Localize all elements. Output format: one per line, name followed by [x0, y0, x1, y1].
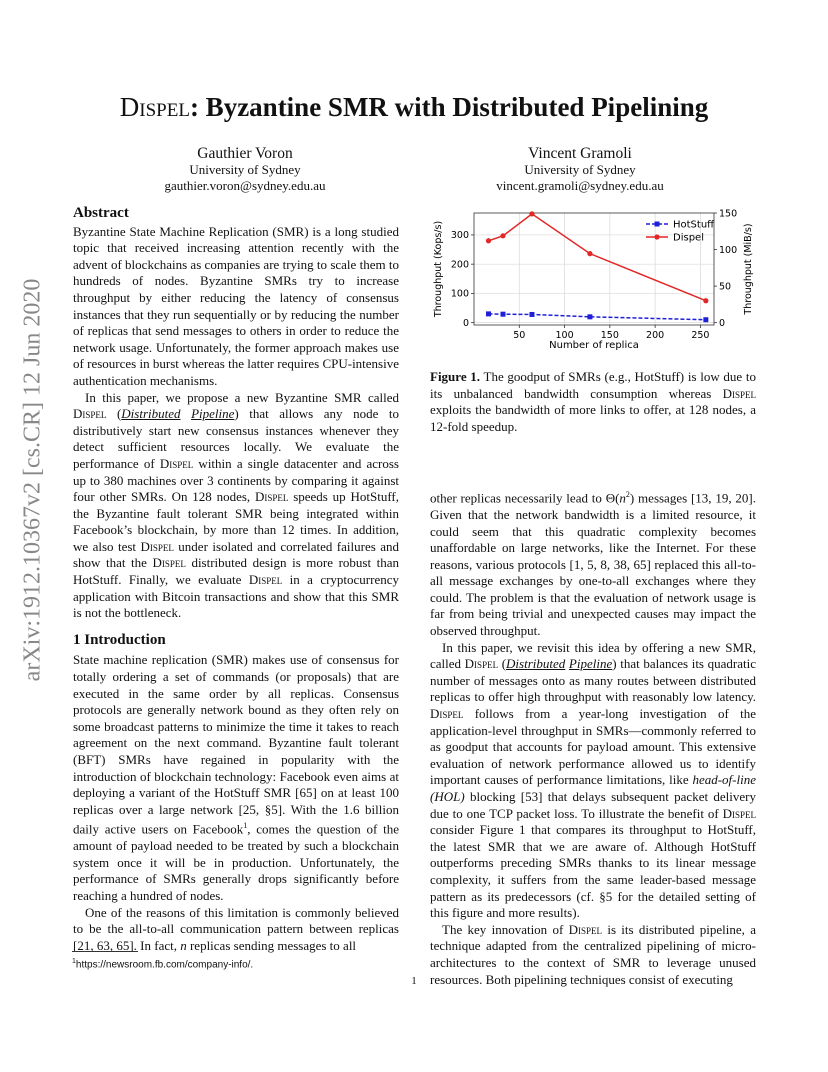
- figure-1-caption: Figure 1. The goodput of SMRs (e.g., HotStuff) is low due to its unbalanced bandwidth consumption whereas Dispel exploits the bandwidth of more links to offer, at 128 nodes, a 12-fold speedup.: [430, 369, 756, 434]
- data-point-dispel: [500, 233, 505, 238]
- data-point-dispel: [529, 211, 534, 216]
- intro-paragraph-2: One of the reasons of this limitation is commonly believed to be the all-to-all communication pattern between replicas [21, 63, 65]. In fact, n replicas sending messages to all: [73, 904, 399, 953]
- legend-dispel-marker: [654, 234, 659, 239]
- title-rest: : Byzantine SMR with Distributed Pipelining: [189, 92, 709, 122]
- right-paragraph-2: In this paper, we revisit this idea by offering a new SMR, called Dispel (Distributed Pipeline) that balances its quadratic number of messages onto as many routes between distributed replicas to offer high throughput with reasonably low latency. Dispel follows from a year-long investigation of the application-level throughput in SMRs—commonly referred to as goodput that accounts for payload amount. This extensive evaluation of network performance allowed us to identify important causes of performance limitations, like head-of-line (HOL) blocking [53] that delays subsequent packet delivery due to one TCP packet loss. To illustrate the benefit of Dispel consider Figure 1 that compares its throughput to HotStuff, the latest SMR that we are aware of. Although HotStuff outperforms preceding SMRs thanks to its linear message complexity, it suffers from the same leader-based message pattern as its predecessors (cf. §5 for the detailed setting of this figure and more results).: [430, 639, 756, 921]
- author-block-1: [145, 145, 345, 194]
- y-tick-label: 100: [450, 288, 469, 300]
- series-line-hotstuff: [488, 314, 705, 320]
- data-point-dispel: [703, 298, 708, 303]
- y-right-tick-label: 0: [719, 317, 726, 329]
- abstract-paragraph-1: Byzantine State Machine Replication (SMR) is a long studied topic that received increasing attention recently with the advent of blockchains as companies are trying to scale them to hundreds of nodes. Byzantine SMRs try to increase throughput by either reducing the latency of consensus instances that they run sequentially or by reducing the number of replicas that send messages to others in order to reduce the network usage. Unfortunately, the former approach makes use of resources in burst whereas the latter requires CPU-intensive authentication mechanisms.: [73, 223, 399, 388]
- abstract-heading: Abstract: [73, 205, 129, 221]
- legend-hotstuff-label: HotStuff: [673, 219, 715, 231]
- author-email: gauthier.voron@sydney.edu.au: [164, 178, 326, 193]
- intro-paragraph-1: State machine replication (SMR) makes use of consensus for totally ordering a set of commands (or proposals) that are executed in the same order by all replicas. Consensus protocols are generally network bound as they often rely on some broadcast patterns to minimize the time it takes to reach agreement on the next command. Byzantine fault tolerant (BFT) SMRs have regained in popularity with the introduction of blockchain technology: Facebook even aims at deploying a variant of the HotStuff SMR [65] on at least 100 replicas over a large network [25, §5]. With the 1.6 billion daily active users on Facebook$^1$, comes the question of the amount of payload needed to be treated by such a blockchain system once it will be in production. Unfortunately, the performance of SMRs generally drops significantly before reaching a hundred of nodes.: [73, 652, 399, 904]
- data-point-hotstuff: [587, 314, 592, 319]
- y-right-tick-label: 150: [719, 208, 738, 220]
- chart-legend: [646, 220, 715, 244]
- author-affiliation: University of Sydney: [189, 162, 301, 177]
- data-point-hotstuff: [500, 312, 505, 317]
- y-tick-label: 200: [450, 259, 469, 271]
- arxiv-sidebar-id: [19, 278, 46, 682]
- author-block-2: [470, 145, 690, 194]
- y-axis-right-label: Throughput (MiB/s): [743, 223, 754, 315]
- x-tick-label: 200: [646, 330, 665, 341]
- footnote: $^1$https://newsroom.fb.com/company-info/.: [72, 958, 254, 971]
- right-paragraph-3: The key innovation of Dispel is its distributed pipeline, a technique adapted from the centralized pipelining of micro-architectures to the context of SMR to leverage unused resources. Both pipelining techniques consist of executing: [430, 921, 756, 987]
- x-tick-label: 100: [555, 330, 574, 341]
- abstract-paragraph-2: In this paper, we propose a new Byzantine SMR called Dispel (Distributed Pipeline) that allows any node to distributively start new consensus instances whenever they detect sufficient resources locally. We evaluate the performance of Dispel within a single datacenter and across up to 380 machines over 3 continents by comparing it against four other SMRs. On 128 nodes, Dispel speeds up HotStuff, the Byzantine fault tolerant SMR being integrated within Facebook’s blockchain, by more than 12 times. In addition, we also test Dispel under isolated and correlated failures and show that the Dispel distributed design is more robust than HotStuff. Finally, we evaluate Dispel in a cryptocurrency application with Bitcoin transactions and show that this SMR is not the bottleneck.: [73, 389, 400, 621]
- arxiv-id-text: arXiv:1912.10367v2 [cs.CR] 12 Jun 2020: [19, 278, 46, 682]
- x-axis-label: Number of replica: [549, 340, 639, 351]
- author-name: Gauthier Voron: [197, 145, 293, 162]
- y-tick-label: 300: [450, 230, 469, 242]
- y-right-tick-label: 50: [719, 281, 732, 293]
- x-tick-label: 150: [600, 330, 619, 341]
- author-name: Vincent Gramoli: [528, 145, 632, 162]
- x-tick-label: 250: [691, 330, 710, 341]
- page-number: 1: [411, 975, 417, 987]
- paper-title: [0, 92, 828, 123]
- y-axis-label: Throughput (Kops/s): [433, 220, 444, 318]
- data-point-dispel: [587, 251, 592, 256]
- legend-hotstuff-marker: [655, 222, 660, 227]
- data-point-hotstuff: [486, 311, 491, 316]
- footnote-rule: [72, 951, 138, 952]
- data-point-dispel: [486, 238, 491, 243]
- right-column: [430, 487, 756, 988]
- y-right-tick-label: 100: [719, 244, 738, 256]
- author-affiliation: University of Sydney: [524, 162, 636, 177]
- title-system-name: Dispel: [119, 92, 190, 122]
- data-point-hotstuff: [703, 317, 708, 322]
- author-email: vincent.gramoli@sydney.edu.au: [496, 178, 664, 193]
- x-tick-label: 50: [513, 330, 526, 341]
- data-point-hotstuff: [529, 312, 534, 317]
- throughput-chart: [428, 205, 758, 355]
- footnote-url: https://newsroom.fb.com/company-info/.: [75, 959, 254, 971]
- left-column: [73, 205, 399, 954]
- section-heading-introduction: 1 Introduction: [73, 631, 166, 648]
- right-paragraph-1: other replicas necessarily lead to $\Theta(n^2)$ messages [13, 19, 20]. Given that the network bandwidth is a limited resource, it could seem that this quadratic complexity becomes unaffordable on large networks, like the Internet. For these reasons, various protocols [1, 5, 8, 38, 65] replaced this all-to-all message exchanges by one-to-all exchanges where they could. The problem is that the evaluation of network usage is far from being trivial and unexpected causes may impact the observed throughput.: [430, 490, 756, 639]
- legend-dispel-label: Dispel: [673, 232, 704, 244]
- y-tick-label: 0: [462, 317, 469, 329]
